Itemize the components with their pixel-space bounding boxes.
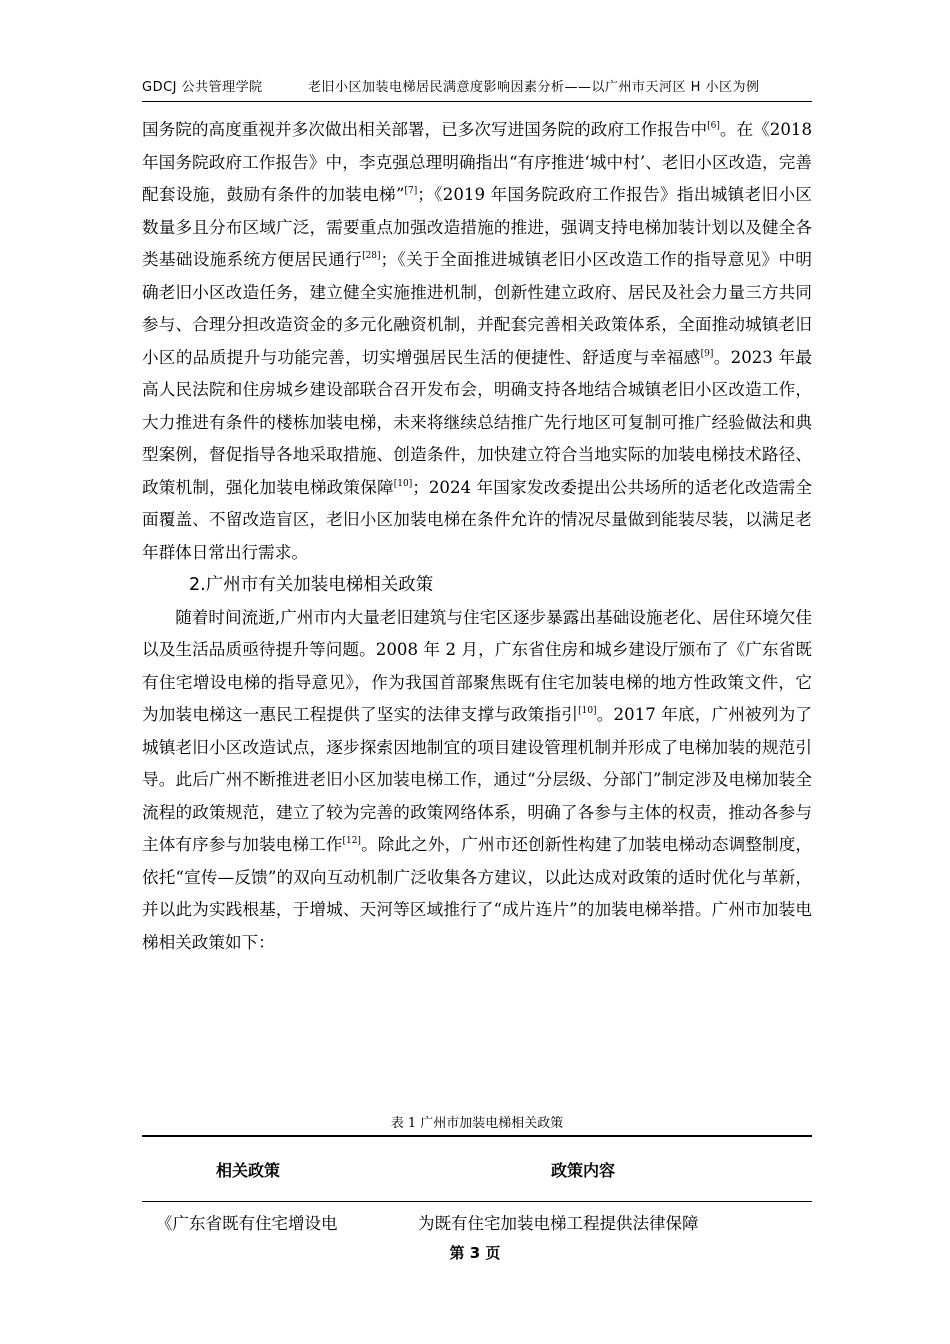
text-span: 国务院的高度重视并多次做出相关部署，已多次写进国务院的政府工作报告中 [142, 120, 708, 139]
page-number: 第 3 页 [449, 1244, 501, 1262]
text-span: 。2023 年最高人民法院和住房城乡建设部联合召开发布会，明确支持各地结合城镇老旧小区改造工作，大力推进有条件的楼栋加装电梯，未来将继续总结推广先行地区可复制可推广经验做法和典型案例，督促指导各地采取措施、创造条件，加快建立符合当地实际的加装电梯技术路径、政策机制，强化加装电梯政策保障 [142, 347, 812, 497]
citation-ref: [10] [393, 478, 413, 489]
text-span: ；《关于全面推进城镇老旧小区改造工作的指导意见》中明确老旧小区改造任务，建立健全实施推进机制，创新性建立政府、居民及社会力量三方共同参与、合理分担改造资金的多元化融资机制，并配套完善相关政策体系，全面推动城镇老旧小区的品质提升与功能完善，切实增强居民生活的便捷性、舒适度与幸福感 [142, 250, 813, 367]
table-caption: 表 1 广州市加装电梯相关政策 [390, 1116, 564, 1131]
text-span: 。除此之外，广州市还创新性构建了加装电梯动态调整制度，依托“宣传—反馈”的双向互动机制广泛收集各方建议，以此达成对政策的适时优化与革新，并以此为实践根基，于增城、天河等区域推行了“成片连片”的加装电梯举措。广州市加装电梯相关政策如下： [142, 835, 813, 952]
text-span: ；2024 年国家发改委提出公共场所的适老化改造需全面覆盖、不留改造盲区，老旧小区加装电梯在条件允许的情况尽量做到能装尽装，以满足老年群体日常出行需求。 [142, 477, 812, 562]
text-span: 随着时间流逝,广州市内大量老旧建筑与住宅区逐步暴露出基础设施老化、居住环境欠佳以及生活品质亟待提升等问题。2008 年 2 月，广东省住房和城乡建设厅颁布了《广东省既有住宅增设电梯的指导意见》，作为我国首部聚焦既有住宅加装电梯的地方性政策文件，它为加装电梯这一惠民工程提供了坚实的法律支撑与政策指引 [142, 607, 812, 724]
column-header-content: 政策内容 [354, 1136, 812, 1202]
text-span: 。在《2018 年国务院政府工作报告》中，李克强总理明确指出“有序推进‘城中村’、老旧小区改造，完善配套设施，鼓励有条件的加装电梯” [142, 120, 812, 204]
column-header-policy: 相关政策 [142, 1136, 354, 1202]
text-span: ；《2019 年国务院政府工作报告》指出城镇老旧小区数量多且分布区域广泛，需要重点加强改造措施的推进，强调支持电梯加装计划以及健全各类基础设施系统方便居民通行 [142, 185, 812, 269]
header-school: GDCJ 公共管理学院 [142, 80, 263, 95]
paragraph-policies-national [142, 114, 812, 569]
table-cell-policy: 《广东省既有住宅增设电 [156, 1214, 338, 1233]
table-header-row [142, 1136, 812, 1202]
table-row [142, 1202, 812, 1236]
header-divider [142, 101, 812, 102]
header-paper-title: 老旧小区加装电梯居民满意度影响因素分析——以广州市天河区 H 小区为例 [308, 80, 760, 95]
policy-table [142, 1135, 812, 1235]
citation-ref: [9] [700, 348, 714, 359]
paragraph-policies-guangzhou [142, 602, 812, 960]
section-heading: 2.广州市有关加装电梯相关政策 [189, 575, 434, 595]
citation-ref: [10] [578, 706, 597, 716]
citation-ref: [12] [342, 836, 361, 846]
citation-ref: [28] [362, 251, 381, 261]
citation-ref: [6] [707, 121, 720, 131]
table-cell-content: 为既有住宅加装电梯工程提供法律保障 [418, 1214, 699, 1233]
citation-ref: [7] [404, 186, 418, 196]
text-span: 。2017 年底，广州被列为了城镇老旧小区改造试点，逐步探索因地制宜的项目建设管理机制并形成了电梯加装的规范引导。此后广州不断推进老旧小区加装电梯工作，通过“分层级、分部门”制定涉及电梯加装全流程的政策规范，建立了较为完善的政策网络体系，明确了各参与主体的权责，推动各参与主体有序参与加装电梯工作 [142, 705, 812, 854]
body-text [142, 114, 812, 959]
